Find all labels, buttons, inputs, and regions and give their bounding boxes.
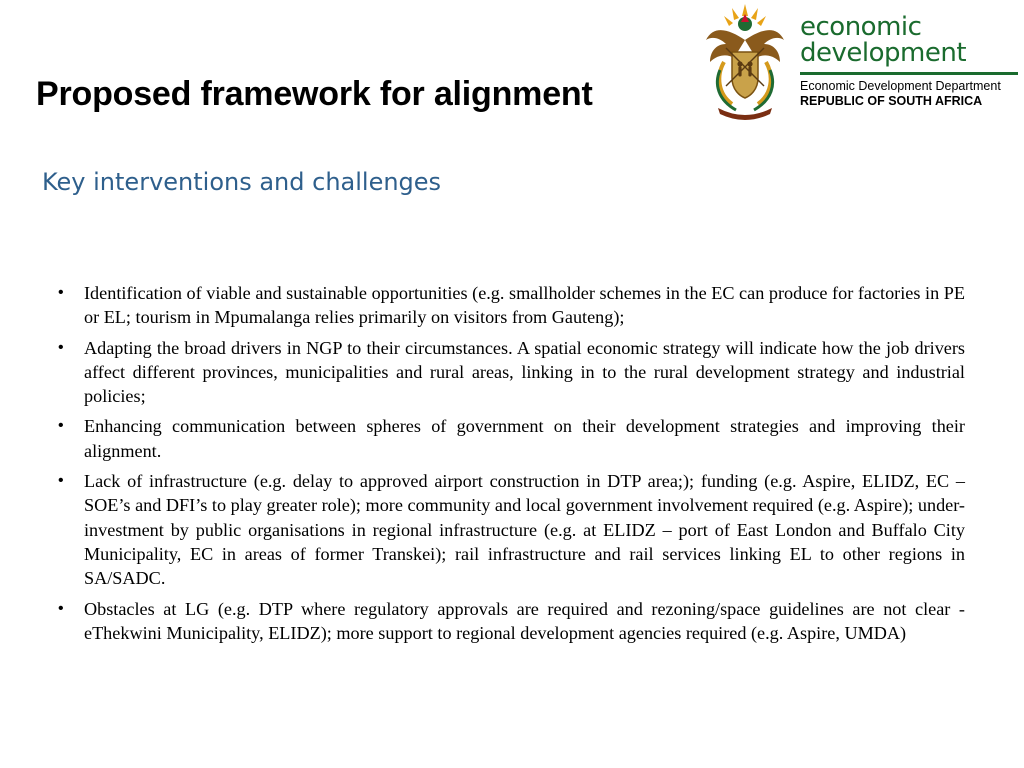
bullet-item — [58, 281, 965, 330]
logo-text — [800, 14, 1020, 109]
bullet-list — [58, 281, 965, 651]
south-africa-coat-of-arms-icon — [702, 0, 788, 122]
logo-country-name: REPUBLIC OF SOUTH AFRICA — [800, 94, 983, 108]
bullet-text: Identification of viable and sustainable opportunities (e.g. smallholder schemes in the EC can produce for factories in PE or EL; tourism in Mpumalanga relies primarily on visitors from Gauteng); — [84, 283, 965, 328]
logo-word-development: development — [800, 38, 967, 68]
bullet-text: Obstacles at LG (e.g. DTP where regulatory approvals are required and rezoning/space guidelines are not clear - eThekwini Municipality, ELIDZ); more support to regional development agencies required (e.g. Aspire, UMDA) — [84, 598, 965, 643]
bullet-marker: • — [58, 284, 64, 301]
bullet-text: Lack of infrastructure (e.g. delay to approved airport construction in DTP area;); funding (e.g. Aspire, ELIDZ, EC – SOE’s and DFI’s to play greater role); more community and local government involvement required (e.g. Aspire); under-investment by public organisations in regional infrastructure (e.g. at ELIDZ – port of East London and Buffalo City Municipality, EC in areas of former Transkei); rail infrastructure and rail services linking EL to other regions in SA/SADC. — [84, 471, 965, 589]
bullet-item — [58, 469, 965, 590]
logo-divider — [800, 72, 1018, 75]
bullet-marker: • — [58, 417, 64, 435]
slide-title: Proposed framework for alignment — [36, 75, 593, 113]
bullet-marker: • — [58, 472, 64, 490]
department-logo — [702, 0, 1020, 124]
logo-department-name: Economic Development Department — [800, 79, 1001, 93]
slide-subtitle: Key interventions and challenges — [42, 168, 442, 196]
bullet-item — [58, 414, 965, 463]
bullet-marker: • — [58, 338, 64, 356]
bullet-marker: • — [58, 599, 64, 617]
bullet-text: Enhancing communication between spheres of government on their development strategies and improving their alignment. — [84, 416, 965, 461]
bullet-item — [58, 597, 965, 646]
logo-word-economic: economic — [800, 12, 922, 42]
bullet-text: Adapting the broad drivers in NGP to their circumstances. A spatial economic strategy will indicate how the job drivers affect different provinces, municipalities and rural areas, linking in to the rural development strategy and industrial policies; — [84, 337, 965, 407]
bullet-item — [58, 336, 965, 409]
